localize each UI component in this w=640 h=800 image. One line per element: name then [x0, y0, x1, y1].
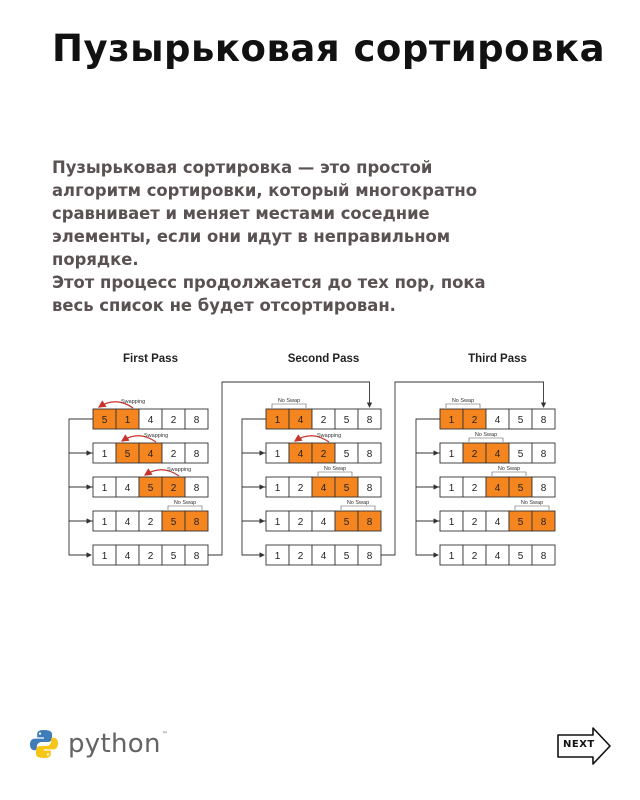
no-swap-bracket — [492, 472, 526, 476]
cell-value: 8 — [366, 415, 373, 426]
row-connector-arrow — [416, 521, 440, 555]
row-connector-arrow — [416, 453, 440, 487]
description-line: сравнивает и меняет местами соседние — [52, 204, 430, 223]
no-swap-bracket — [446, 404, 480, 408]
cell-value: 5 — [343, 551, 350, 562]
cell-value: 5 — [517, 517, 524, 528]
no-swap-note: No Swap — [323, 466, 347, 472]
cell-value: 4 — [297, 449, 304, 460]
python-wordmark: python — [68, 729, 161, 759]
cell-value: 2 — [147, 551, 154, 562]
row-connector-arrow — [416, 487, 440, 521]
cell-value: 5 — [343, 449, 350, 460]
cell-value: 1 — [101, 551, 108, 562]
row-connector-arrow — [69, 521, 93, 555]
cell-value: 5 — [170, 551, 177, 562]
cell-value: 8 — [540, 517, 547, 528]
cell-value: 1 — [274, 483, 281, 494]
cell-value: 4 — [494, 517, 501, 528]
cell-value: 8 — [366, 551, 373, 562]
cell-value: 1 — [448, 517, 455, 528]
cell-value: 5 — [343, 483, 350, 494]
cell-value: 5 — [517, 415, 524, 426]
cell-value: 4 — [124, 551, 131, 562]
cell-value: 5 — [517, 551, 524, 562]
no-swap-bracket — [469, 438, 503, 442]
cell-value: 1 — [274, 551, 281, 562]
row-connector-arrow — [242, 419, 266, 453]
cell-value: 8 — [540, 551, 547, 562]
cell-value: 4 — [124, 517, 131, 528]
cell-value: 2 — [297, 483, 304, 494]
no-swap-bracket — [341, 506, 375, 510]
cell-value: 8 — [366, 449, 373, 460]
cell-value: 2 — [471, 483, 478, 494]
cell-value: 4 — [147, 449, 154, 460]
cell-value: 8 — [193, 517, 200, 528]
description-line: алгоритм сортировки, который многократно — [52, 181, 478, 200]
cell-value: 8 — [193, 415, 200, 426]
cell-value: 2 — [170, 415, 177, 426]
cell-value: 2 — [471, 415, 478, 426]
cell-value: 2 — [471, 449, 478, 460]
cell-value: 1 — [101, 449, 108, 460]
description-line: Пузырьковая сортировка — это простой — [52, 158, 433, 177]
no-swap-note: No Swap — [520, 500, 544, 506]
cell-value: 4 — [494, 449, 501, 460]
cell-value: 5 — [343, 517, 350, 528]
cell-value: 1 — [448, 415, 455, 426]
cell-value: 5 — [170, 517, 177, 528]
python-logo — [28, 728, 168, 760]
cell-value: 4 — [147, 415, 154, 426]
cell-value: 1 — [448, 449, 455, 460]
cell-value: 4 — [297, 415, 304, 426]
trademark-symbol: ™ — [161, 730, 168, 738]
no-swap-note: No Swap — [474, 432, 498, 438]
cell-value: 1 — [274, 415, 281, 426]
cell-value: 2 — [170, 449, 177, 460]
cell-value: 1 — [101, 517, 108, 528]
no-swap-bracket — [272, 404, 306, 408]
cell-value: 8 — [540, 483, 547, 494]
cell-value: 5 — [517, 483, 524, 494]
cell-value: 4 — [320, 551, 327, 562]
cell-value: 1 — [101, 483, 108, 494]
no-swap-bracket — [168, 506, 202, 510]
cell-value: 2 — [297, 517, 304, 528]
row-connector-arrow — [69, 487, 93, 521]
description — [52, 156, 612, 317]
cell-value: 2 — [147, 517, 154, 528]
cell-value: 5 — [517, 449, 524, 460]
cell-value: 4 — [320, 517, 327, 528]
no-swap-bracket — [515, 506, 549, 510]
cell-value: 5 — [343, 415, 350, 426]
cell-value: 4 — [320, 483, 327, 494]
row-connector-arrow — [242, 487, 266, 521]
description-line: весь список не будет отсортирован. — [52, 296, 396, 315]
cell-value: 8 — [540, 415, 547, 426]
cell-value: 4 — [494, 415, 501, 426]
cell-value: 4 — [494, 483, 501, 494]
description-line: порядке. — [52, 250, 139, 269]
bubble-sort-diagram — [0, 340, 640, 580]
cell-value: 1 — [274, 449, 281, 460]
cell-value: 2 — [170, 483, 177, 494]
cell-value: 2 — [471, 517, 478, 528]
pass-title: Second Pass — [287, 353, 360, 365]
swap-note: Swapping — [144, 433, 169, 439]
cell-value: 1 — [448, 483, 455, 494]
next-label: NEXT — [563, 739, 595, 750]
cell-value: 8 — [193, 551, 200, 562]
no-swap-note: No Swap — [346, 500, 370, 506]
swap-note: Swapping — [167, 467, 192, 473]
python-snake-icon — [28, 728, 60, 760]
swap-note: Swapping — [317, 433, 342, 439]
cell-value: 8 — [366, 517, 373, 528]
no-swap-note: No Swap — [277, 398, 301, 404]
row-connector-arrow — [69, 419, 93, 453]
cell-value: 1 — [124, 415, 131, 426]
cell-value: 5 — [101, 415, 108, 426]
cell-value: 2 — [320, 449, 327, 460]
cell-value: 2 — [471, 551, 478, 562]
description-line: Этот процесс продолжается до тех пор, пока — [52, 273, 486, 292]
no-swap-note: No Swap — [173, 500, 197, 506]
cell-value: 4 — [494, 551, 501, 562]
cell-value: 8 — [193, 449, 200, 460]
cell-value: 8 — [193, 483, 200, 494]
cell-value: 8 — [540, 449, 547, 460]
cell-value: 2 — [320, 415, 327, 426]
pass-title: First Pass — [123, 353, 178, 365]
page-title: Пузырьковая сортировка — [52, 27, 606, 70]
cell-value: 5 — [124, 449, 131, 460]
no-swap-note: No Swap — [497, 466, 521, 472]
no-swap-note: No Swap — [451, 398, 475, 404]
row-connector-arrow — [69, 453, 93, 487]
cell-value: 8 — [366, 483, 373, 494]
next-button[interactable] — [556, 726, 612, 766]
swap-note: Swapping — [121, 399, 146, 405]
cell-value: 2 — [297, 551, 304, 562]
row-connector-arrow — [242, 521, 266, 555]
no-swap-bracket — [318, 472, 352, 476]
cell-value: 1 — [274, 517, 281, 528]
pass-title: Third Pass — [468, 353, 527, 365]
row-connector-arrow — [416, 419, 440, 453]
description-line: элементы, если они идут в неправильном — [52, 227, 451, 246]
cell-value: 4 — [124, 483, 131, 494]
cell-value: 5 — [147, 483, 154, 494]
cell-value: 1 — [448, 551, 455, 562]
row-connector-arrow — [242, 453, 266, 487]
